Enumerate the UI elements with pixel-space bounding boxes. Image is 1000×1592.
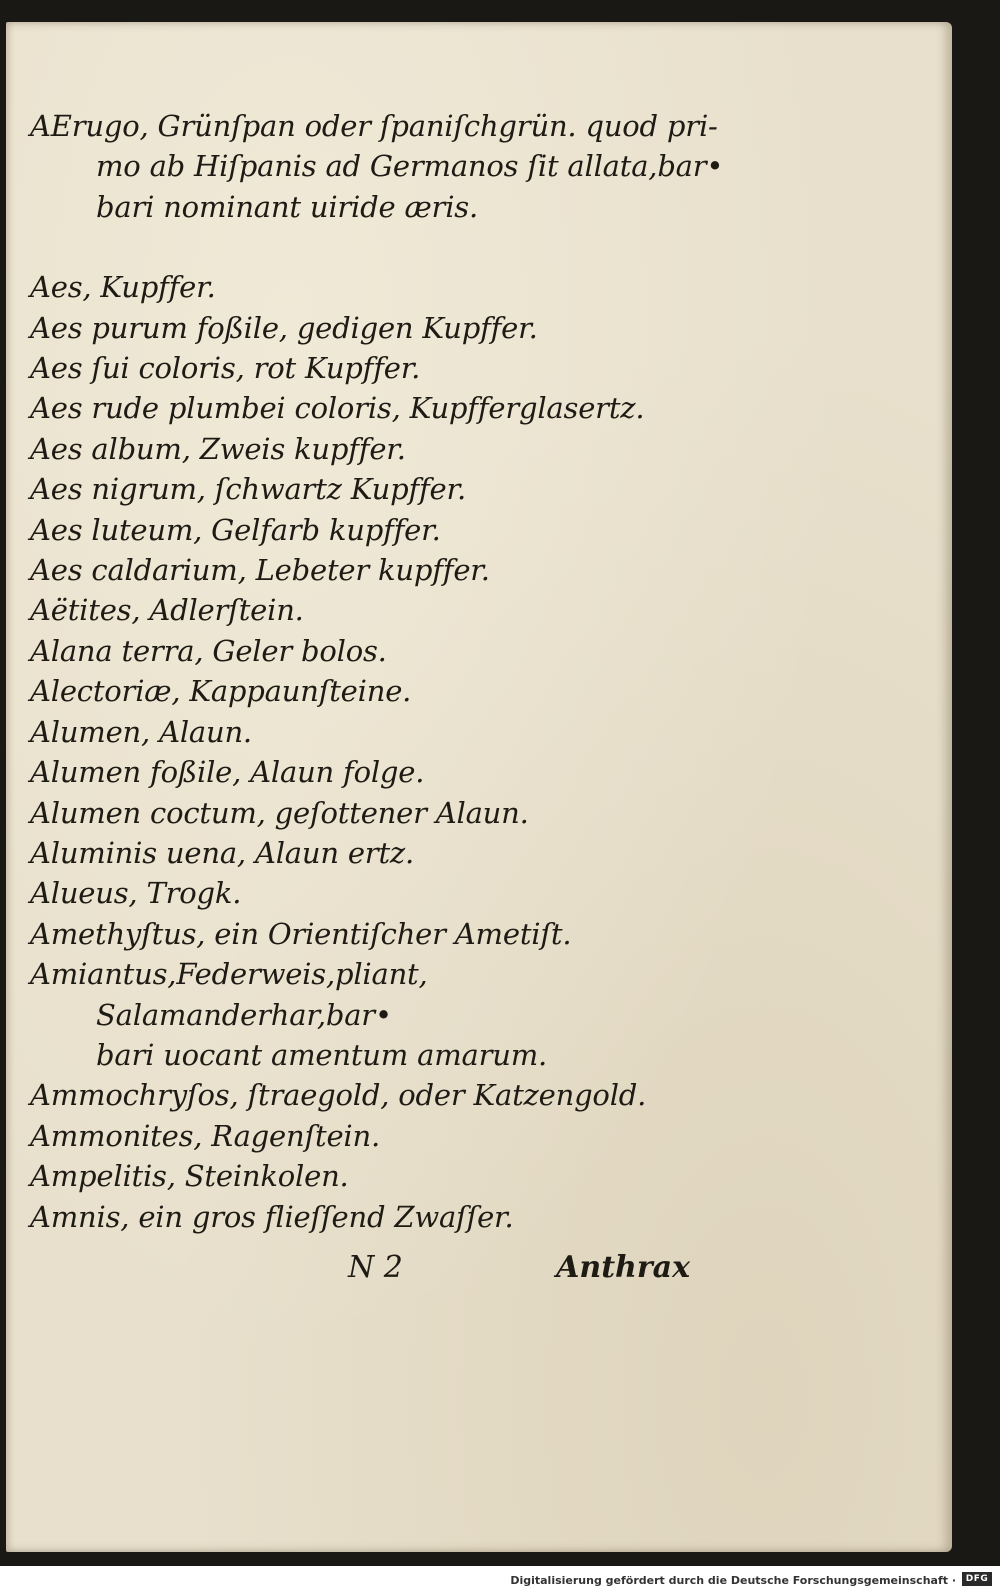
entry-line: Alumen foßile, Alaun folge. <box>30 755 425 790</box>
dictionary-entry <box>30 308 730 348</box>
entry-line: Aes rude plumbei coloris, Kupfferglasertz. <box>30 391 645 426</box>
entry-line: Ammochryſos, ſtraegold, oder Katzengold. <box>30 1078 647 1113</box>
entry-line: Aes ſui coloris, rot Kupffer. <box>30 351 421 386</box>
entries-list <box>30 267 730 1237</box>
entry-line: Alana terra, Geler bolos. <box>30 633 387 668</box>
entry-line: Aes caldarium, Lebeter kupffer. <box>30 553 490 588</box>
book-page <box>6 22 952 1552</box>
entry-line: Amethyſtus, ein Orientiſcher Ametiſt. <box>30 916 572 951</box>
dictionary-entry <box>30 1197 730 1237</box>
entry-line: Alueus, Trogk. <box>30 876 242 911</box>
dictionary-entry <box>30 671 730 711</box>
entry-line: Amnis, ein gros flieſſend Zwaſſer. <box>30 1199 514 1234</box>
entry-line: Aes, Kupffer. <box>30 270 216 305</box>
dictionary-entry <box>30 267 730 307</box>
signature-mark: N 2 <box>348 1250 403 1285</box>
entry-line: bari nominant uiride æris. <box>96 189 478 224</box>
dictionary-entry <box>30 348 730 388</box>
entry-line: Aes album, Zweis kupffer. <box>30 431 406 466</box>
entry-line: Aluminis uena, Alaun ertz. <box>30 835 415 870</box>
dfg-credit-text: Digitalisierung gefördert durch die Deutsche Forschungsgemeinschaft · <box>510 1574 956 1587</box>
dictionary-entry <box>30 914 730 954</box>
dictionary-entry <box>30 793 730 833</box>
dictionary-entry <box>30 631 730 671</box>
paragraph-gap <box>30 227 730 267</box>
entry-line: mo ab Hiſpanis ad Germanos ſit allata,bar• <box>96 149 724 184</box>
dictionary-entry <box>30 752 730 792</box>
dictionary-entry <box>30 469 730 509</box>
catchword: Anthrax <box>556 1250 690 1285</box>
dictionary-entry <box>30 388 730 428</box>
page-footer-row <box>30 1250 690 1290</box>
dictionary-entry <box>30 1075 730 1115</box>
dictionary-entry <box>30 833 730 873</box>
dictionary-entry <box>30 590 730 630</box>
entry-line: Aes purum foßile, gedigen Kupffer. <box>30 310 538 345</box>
entry-line: Alumen coctum, geſottener Alaun. <box>30 795 529 830</box>
intro-entries <box>30 106 730 227</box>
text-block <box>30 106 730 1237</box>
dictionary-entry <box>30 1156 730 1196</box>
dictionary-entry <box>30 106 730 227</box>
dfg-footer-bar <box>0 1566 1000 1592</box>
dictionary-entry <box>30 429 730 469</box>
dictionary-entry <box>30 873 730 913</box>
entry-line: Ampelitis, Steinkolen. <box>30 1159 349 1194</box>
entry-line: Alectoriæ, Kappaunſteine. <box>30 674 412 709</box>
dictionary-entry <box>30 712 730 752</box>
entry-line: Aes luteum, Gelfarb kupffer. <box>30 512 441 547</box>
entry-line: AErugo, Grünſpan oder ſpaniſchgrün. quod pri- <box>30 109 718 143</box>
dfg-logo-icon[interactable]: DFG <box>962 1572 992 1586</box>
entry-line: bari uocant amentum amarum. <box>96 1037 548 1072</box>
dictionary-entry <box>30 1116 730 1156</box>
entry-line: Aes nigrum, ſchwartz Kupffer. <box>30 472 466 507</box>
entry-line: Amiantus,Federweis,pliant, Salamanderhar,bar• <box>30 957 428 1032</box>
dictionary-entry <box>30 510 730 550</box>
dictionary-entry <box>30 550 730 590</box>
dictionary-entry <box>30 954 730 1075</box>
entry-line: Alumen, Alaun. <box>30 714 252 749</box>
entry-line: Aëtites, Adlerſtein. <box>30 593 304 628</box>
entry-line: Ammonites, Ragenſtein. <box>30 1118 381 1153</box>
